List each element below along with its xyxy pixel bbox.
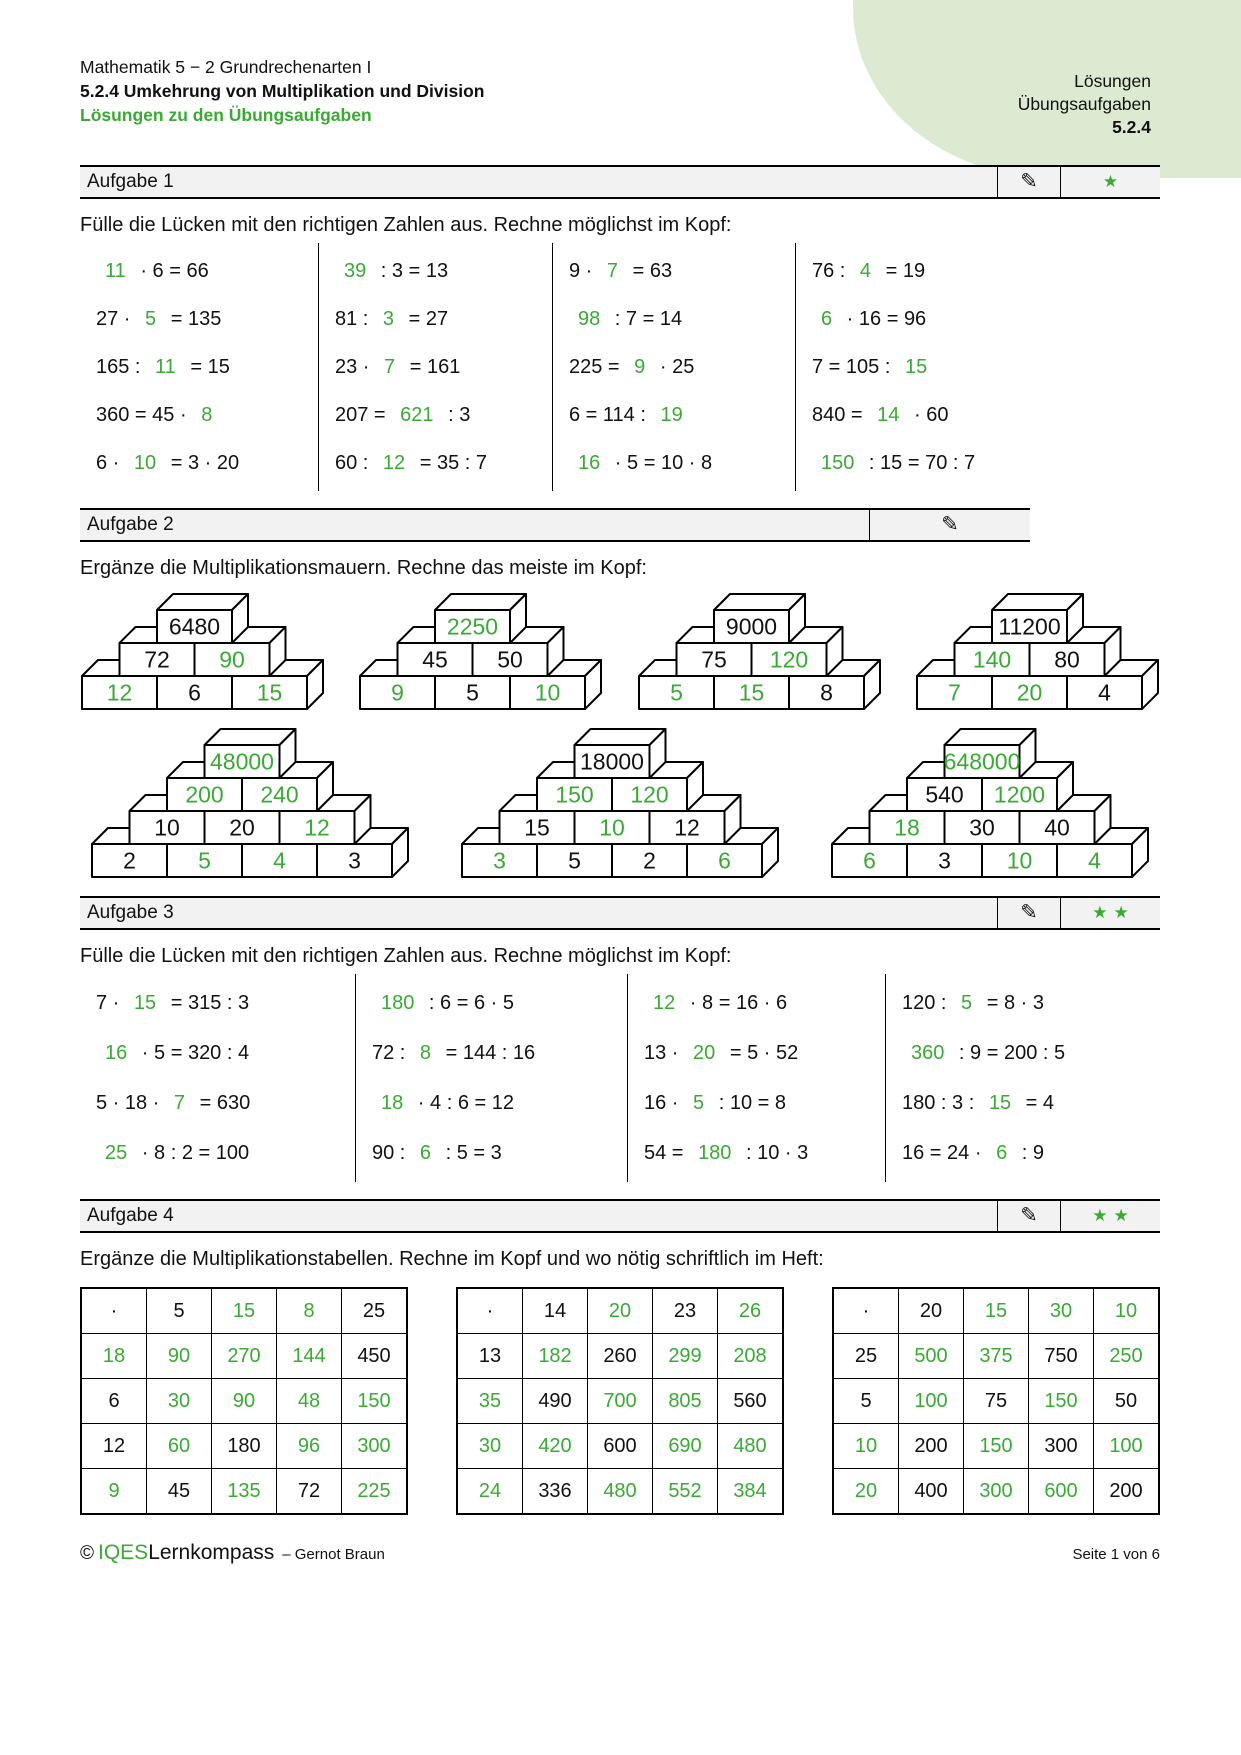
copyright-icon: © — [80, 1543, 94, 1564]
instruction-aufgabe4: Ergänze die Multiplikationstabellen. Rechne im Kopf und wo nötig schriftlich im Heft: — [80, 1248, 824, 1270]
equation: 207 = 621 : 3 — [335, 403, 471, 426]
corner-line-loesungen: Lösungen — [1074, 71, 1151, 91]
svg-text:4: 4 — [1088, 847, 1101, 874]
table-cell: 20 — [899, 1288, 964, 1334]
table-row — [457, 1424, 783, 1469]
table-cell: 10 — [1094, 1288, 1160, 1334]
equation-column — [318, 243, 552, 491]
svg-text:12: 12 — [674, 814, 700, 841]
svg-text:4: 4 — [273, 847, 286, 874]
table-cell: 23 — [653, 1288, 718, 1334]
svg-text:3: 3 — [493, 847, 506, 874]
svg-text:7: 7 — [948, 679, 961, 706]
table-cell: 10 — [833, 1424, 899, 1469]
equation-column — [355, 974, 627, 1182]
page-number: Seite 1 von 6 — [1072, 1546, 1160, 1563]
equation: 120 : 5 = 8 · 3 — [902, 991, 1044, 1014]
table-cell: 6 — [81, 1379, 147, 1424]
table-cell: 250 — [1094, 1334, 1160, 1379]
pyramid-row-1 — [80, 592, 1160, 711]
brand-lernkompass: Lernkompass — [148, 1541, 275, 1564]
equation-column — [627, 974, 885, 1182]
equation: 76 : 4 = 19 — [812, 259, 926, 282]
equation-column — [885, 974, 1160, 1182]
table-cell: 24 — [457, 1469, 523, 1515]
difficulty-stars: ★★ — [1060, 1201, 1160, 1231]
table-cell: 100 — [899, 1379, 964, 1424]
svg-text:2: 2 — [643, 847, 656, 874]
section-bar-aufgabe1 — [80, 165, 1160, 199]
instruction-aufgabe1: Fülle die Lücken mit den richtigen Zahlen aus. Rechne möglichst im Kopf: — [80, 214, 732, 236]
doc-subject-line: Mathematik 5 − 2 Grundrechenarten I — [80, 57, 372, 77]
table-row — [457, 1334, 783, 1379]
table-cell: 270 — [212, 1334, 277, 1379]
section-title-aufgabe3: Aufgabe 3 — [87, 902, 174, 923]
equation-grid-aufgabe1 — [80, 243, 1160, 491]
multiplication-pyramid — [830, 727, 1150, 879]
table-cell: 500 — [899, 1334, 964, 1379]
svg-text:12: 12 — [304, 814, 330, 841]
equation: 165 : 11 = 15 — [96, 355, 230, 378]
table-row — [833, 1379, 1159, 1424]
multiplication-pyramid — [915, 592, 1160, 711]
table-cell: 90 — [212, 1379, 277, 1424]
svg-text:2: 2 — [123, 847, 136, 874]
table-cell: 150 — [342, 1379, 408, 1424]
table-cell: 336 — [523, 1469, 588, 1515]
table-cell: 182 — [523, 1334, 588, 1379]
svg-text:3: 3 — [348, 847, 361, 874]
equation: 840 = 14 · 60 — [812, 403, 949, 426]
equation: 360 = 45 · 8 — [96, 403, 213, 426]
table-cell: 5 — [147, 1288, 212, 1334]
table-cell: 300 — [964, 1469, 1029, 1515]
multiplication-table — [80, 1287, 408, 1515]
equation: 150 : 15 = 70 : 7 — [821, 451, 976, 474]
equation: 81 : 3 = 27 — [335, 307, 449, 330]
multiplication-pyramid — [80, 592, 325, 711]
table-row — [81, 1334, 407, 1379]
table-cell: · — [457, 1288, 523, 1334]
equation: 12 · 8 = 16 · 6 — [653, 991, 788, 1014]
publisher-logo — [80, 1541, 385, 1565]
equation: 25 · 8 : 2 = 100 — [105, 1141, 250, 1164]
svg-text:10: 10 — [154, 814, 180, 841]
svg-text:11200: 11200 — [998, 613, 1061, 640]
section-title-aufgabe1: Aufgabe 1 — [87, 171, 174, 192]
multiplication-tables-row — [80, 1287, 1160, 1515]
svg-text:9: 9 — [391, 679, 405, 706]
svg-text:120: 120 — [769, 646, 808, 673]
table-cell: 30 — [457, 1424, 523, 1469]
table-cell: 375 — [964, 1334, 1029, 1379]
multiplication-table — [832, 1287, 1160, 1515]
document-header — [80, 0, 1160, 127]
table-row — [833, 1424, 1159, 1469]
table-row — [833, 1469, 1159, 1515]
equation: 225 = 9 · 25 — [569, 355, 695, 378]
svg-text:6: 6 — [863, 847, 876, 874]
svg-text:12: 12 — [106, 679, 133, 706]
table-cell: 14 — [523, 1288, 588, 1334]
instruction-aufgabe3: Fülle die Lücken mit den richtigen Zahlen aus. Rechne möglichst im Kopf: — [80, 945, 732, 967]
svg-text:10: 10 — [1006, 847, 1033, 874]
svg-text:10: 10 — [535, 679, 561, 706]
difficulty-stars: ★★ — [1060, 898, 1160, 928]
equation: 5 · 18 · 7 = 630 — [96, 1091, 251, 1114]
table-cell: 480 — [588, 1469, 653, 1515]
table-cell: 200 — [1094, 1469, 1160, 1515]
table-cell: 15 — [212, 1288, 277, 1334]
table-cell: 75 — [964, 1379, 1029, 1424]
pencil-icon: ✎ — [997, 167, 1060, 197]
table-cell: 450 — [342, 1334, 408, 1379]
table-cell: 50 — [1094, 1379, 1160, 1424]
pencil-icon: ✎ — [869, 510, 1030, 540]
equation: 72 : 8 = 144 : 16 — [372, 1041, 536, 1064]
table-row — [457, 1288, 783, 1334]
svg-text:48000: 48000 — [210, 748, 274, 775]
equation: 16 · 5 : 10 = 8 — [644, 1091, 786, 1114]
svg-text:5: 5 — [669, 679, 683, 706]
section-bar-aufgabe3 — [80, 896, 1160, 930]
table-cell: 25 — [342, 1288, 408, 1334]
table-cell: 150 — [964, 1424, 1029, 1469]
section-title-aufgabe4: Aufgabe 4 — [87, 1205, 174, 1226]
multiplication-pyramid — [90, 727, 410, 879]
equation: 90 : 6 : 5 = 3 — [372, 1141, 502, 1164]
equation: 6 · 10 = 3 · 20 — [96, 451, 240, 474]
table-cell: 299 — [653, 1334, 718, 1379]
svg-text:20: 20 — [1016, 679, 1043, 706]
table-cell: 490 — [523, 1379, 588, 1424]
svg-text:150: 150 — [555, 781, 594, 808]
svg-text:5: 5 — [568, 847, 581, 874]
table-cell: 25 — [833, 1334, 899, 1379]
table-cell: 260 — [588, 1334, 653, 1379]
svg-text:15: 15 — [256, 679, 283, 706]
table-cell: 420 — [523, 1424, 588, 1469]
table-cell: 135 — [212, 1469, 277, 1515]
table-cell: 805 — [653, 1379, 718, 1424]
equation: 60 : 12 = 35 : 7 — [335, 451, 488, 474]
multiplication-pyramid — [460, 727, 780, 879]
multiplication-pyramid — [358, 592, 603, 711]
svg-text:1200: 1200 — [993, 781, 1046, 808]
svg-text:10: 10 — [599, 814, 625, 841]
equation-column — [80, 974, 355, 1182]
table-row — [81, 1288, 407, 1334]
svg-text:40: 40 — [1044, 814, 1070, 841]
equation: 7 = 105 : 15 — [812, 355, 928, 378]
table-cell: 96 — [277, 1424, 342, 1469]
multiplication-table — [456, 1287, 784, 1515]
multiplication-pyramid — [637, 592, 882, 711]
equation: 11 · 6 = 66 — [105, 259, 209, 282]
svg-text:45: 45 — [422, 646, 449, 673]
equation: 360 : 9 = 200 : 5 — [911, 1041, 1066, 1064]
table-cell: 15 — [964, 1288, 1029, 1334]
table-row — [833, 1288, 1159, 1334]
equation: 180 : 6 = 6 · 5 — [381, 991, 514, 1014]
difficulty-stars: ★ — [1060, 167, 1160, 197]
table-row — [81, 1469, 407, 1515]
table-cell: 144 — [277, 1334, 342, 1379]
table-cell: 18 — [81, 1334, 147, 1379]
svg-text:4: 4 — [1098, 679, 1111, 706]
table-cell: 13 — [457, 1334, 523, 1379]
equation: 16 · 5 = 320 : 4 — [105, 1041, 250, 1064]
pencil-icon: ✎ — [997, 1201, 1060, 1231]
equation: 180 : 3 : 15 = 4 — [902, 1091, 1055, 1114]
equation: 16 = 24 · 6 : 9 — [902, 1141, 1044, 1164]
svg-text:120: 120 — [630, 781, 669, 808]
table-cell: 35 — [457, 1379, 523, 1424]
svg-text:648000: 648000 — [943, 748, 1021, 775]
table-cell: 400 — [899, 1469, 964, 1515]
pencil-icon: ✎ — [997, 898, 1060, 928]
table-cell: 180 — [212, 1424, 277, 1469]
svg-text:75: 75 — [700, 646, 727, 673]
svg-text:5: 5 — [466, 679, 480, 706]
equation-column — [795, 243, 1160, 491]
section-bar-aufgabe4 — [80, 1199, 1160, 1233]
table-cell: 100 — [1094, 1424, 1160, 1469]
svg-text:5: 5 — [198, 847, 211, 874]
table-cell: 30 — [147, 1379, 212, 1424]
svg-text:15: 15 — [738, 679, 764, 706]
table-cell: 20 — [588, 1288, 653, 1334]
svg-text:3: 3 — [938, 847, 951, 874]
table-cell: 600 — [1029, 1469, 1094, 1515]
table-row — [833, 1334, 1159, 1379]
table-cell: 384 — [718, 1469, 784, 1515]
equation: 13 · 20 = 5 · 52 — [644, 1041, 799, 1064]
section-title-aufgabe2: Aufgabe 2 — [87, 514, 174, 535]
table-cell: 12 — [81, 1424, 147, 1469]
table-cell: 9 — [81, 1469, 147, 1515]
table-row — [457, 1379, 783, 1424]
svg-text:140: 140 — [972, 646, 1012, 673]
doc-title-line: 5.2.4 Umkehrung von Multiplikation und Division — [80, 81, 485, 101]
table-cell: 20 — [833, 1469, 899, 1515]
author-name: – Gernot Braun — [282, 1546, 385, 1563]
equation-column — [552, 243, 795, 491]
svg-text:90: 90 — [219, 646, 245, 673]
brand-iqes: IQES — [98, 1541, 149, 1564]
table-cell: 60 — [147, 1424, 212, 1469]
svg-text:200: 200 — [185, 781, 224, 808]
equation: 39 : 3 = 13 — [344, 259, 449, 282]
table-cell: 300 — [1029, 1424, 1094, 1469]
table-cell: 208 — [718, 1334, 784, 1379]
table-cell: 45 — [147, 1469, 212, 1515]
equation-column — [80, 243, 318, 491]
svg-text:540: 540 — [925, 781, 964, 808]
table-cell: 225 — [342, 1469, 408, 1515]
equation: 6 · 16 = 96 — [821, 307, 927, 330]
table-cell: 26 — [718, 1288, 784, 1334]
table-cell: 30 — [1029, 1288, 1094, 1334]
svg-text:240: 240 — [260, 781, 299, 808]
equation-grid-aufgabe3 — [80, 974, 1160, 1182]
pyramid-row-2 — [80, 727, 1160, 879]
table-cell: · — [833, 1288, 899, 1334]
table-cell: 690 — [653, 1424, 718, 1469]
table-cell: 200 — [899, 1424, 964, 1469]
table-row — [81, 1424, 407, 1469]
svg-text:9000: 9000 — [725, 613, 777, 640]
equation: 27 · 5 = 135 — [96, 307, 222, 330]
table-cell: 560 — [718, 1379, 784, 1424]
equation: 23 · 7 = 161 — [335, 355, 461, 378]
svg-text:80: 80 — [1054, 646, 1080, 673]
table-cell: 72 — [277, 1469, 342, 1515]
svg-text:18000: 18000 — [580, 748, 644, 775]
table-cell: 90 — [147, 1334, 212, 1379]
table-cell: 750 — [1029, 1334, 1094, 1379]
equation: 6 = 114 : 19 — [569, 403, 683, 426]
equation: 18 · 4 : 6 = 12 — [381, 1091, 514, 1114]
table-cell: 600 — [588, 1424, 653, 1469]
equation: 9 · 7 = 63 — [569, 259, 673, 282]
svg-text:15: 15 — [524, 814, 550, 841]
svg-text:6: 6 — [188, 679, 201, 706]
table-cell: 700 — [588, 1379, 653, 1424]
section-bar-aufgabe2 — [80, 508, 1030, 542]
table-cell: · — [81, 1288, 147, 1334]
corner-line-number: 5.2.4 — [1112, 117, 1151, 137]
svg-text:18: 18 — [894, 814, 920, 841]
svg-text:30: 30 — [969, 814, 995, 841]
table-cell: 552 — [653, 1469, 718, 1515]
svg-text:20: 20 — [229, 814, 255, 841]
svg-text:8: 8 — [819, 679, 833, 706]
equation: 7 · 15 = 315 : 3 — [96, 991, 250, 1014]
svg-text:6: 6 — [718, 847, 731, 874]
table-row — [81, 1379, 407, 1424]
instruction-aufgabe2: Ergänze die Multiplikationsmauern. Rechne das meiste im Kopf: — [80, 557, 647, 579]
table-row — [457, 1469, 783, 1515]
doc-subtitle-line: Lösungen zu den Übungsaufgaben — [80, 105, 372, 125]
equation: 16 · 5 = 10 · 8 — [578, 451, 713, 474]
equation: 98 : 7 = 14 — [578, 307, 683, 330]
table-cell: 480 — [718, 1424, 784, 1469]
table-cell: 150 — [1029, 1379, 1094, 1424]
svg-text:2250: 2250 — [447, 613, 499, 640]
corner-line-uebungsaufgaben: Übungsaufgaben — [1017, 94, 1151, 114]
table-cell: 5 — [833, 1379, 899, 1424]
table-cell: 300 — [342, 1424, 408, 1469]
table-cell: 8 — [277, 1288, 342, 1334]
equation: 54 = 180 : 10 · 3 — [644, 1141, 809, 1164]
table-cell: 48 — [277, 1379, 342, 1424]
page-footer — [80, 1541, 1160, 1565]
svg-text:6480: 6480 — [168, 613, 221, 640]
svg-text:72: 72 — [144, 646, 170, 673]
svg-text:50: 50 — [497, 646, 524, 673]
